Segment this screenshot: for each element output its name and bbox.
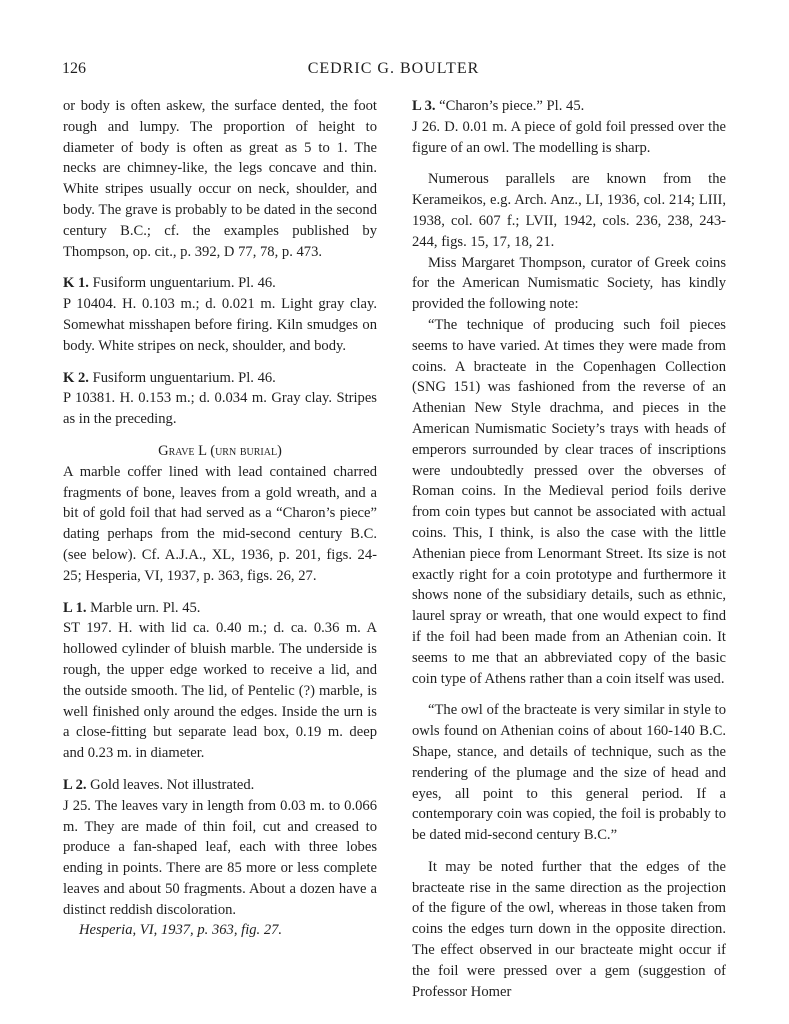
entry-l2-text: J 25. The leaves vary in length from 0.03 m. to 0.066 m. They are made of thin foil, cut and creased to produce a fan-shaped leaf, each with three lobes ending in points. There are 85 more or less complete leaves and about 50 fragments. About a dozen have a distinct reddish discoloration. (63, 797, 377, 918)
entry-k2-title: Fusiform unguentarium. Pl. 46. (88, 369, 276, 386)
entry-l2-title: Gold leaves. Not illustrated. (86, 776, 255, 793)
entry-l1-label: L 1. (63, 599, 87, 616)
grave-l-heading: Grave L (urn burial) (158, 442, 282, 459)
entry-l3-title: “Charon’s piece.” Pl. 45. (435, 98, 585, 114)
entry-k2-heading (63, 368, 377, 389)
entry-l2-reference: Hesperia, VI, 1937, p. 363, fig. 27. (79, 922, 283, 939)
paragraph-continuation: or body is often askew, the surface dented, the foot rough and lumpy. The proportion of height to diameter of body is often as great as 5 to 1. The necks are chimney-like, the legs concave and thin. White stripes usually occur on neck, shoulder, and body. The grave is probably to be dated in the second century B.C.; cf. the examples published by Thompson, op. cit., p. 392, D 77, 78, p. 473. (63, 98, 377, 260)
right-column (412, 96, 726, 1002)
entry-k2-text: P 10381. H. 0.153 m.; d. 0.034 m. Gray clay. Stripes as in the preceding. (63, 390, 377, 428)
entry-k1-text: P 10404. H. 0.103 m.; d. 0.021 m. Light gray clay. Somewhat misshapen before firing. Kiln smudges on body. White stripes on neck, shoulder, and body. (63, 296, 377, 354)
entry-l3-text: J 26. D. 0.01 m. A piece of gold foil pressed over the figure of an owl. The modelling is sharp. (412, 118, 726, 156)
entry-l3-label: L 3. (412, 98, 436, 114)
entry-k1-heading (63, 273, 377, 294)
quote-technique: “The technique of producing such foil pieces seems to have varied. At times they were made from coins. A bracteate in the Copenhagen Collection (SNG 151) was fashioned from the reverse of an Athenian New Style drachma, and pieces in the American Numismatic Society’s trays with heads of emperors surrounded by clear traces of inscriptions were undoubtedly pressed over the obverses of Roman coins. In the Medieval period foils derive from coin types but cannot be associated with actual coins. This, I think, is also the case with the little Athenian piece from Lenormant Street. Its size is not exactly right for a coin prototype and furthermore it shows none of the subsidiary details, such as ethnic, laurel spray or wreath, that one would expect to find if the foil had been made from an Athenian coin. It seems to me that an abbreviated copy of the basic coin type of Athens rather than a coin itself was used. (412, 316, 726, 687)
entry-l1-title: Marble urn. Pl. 45. (86, 599, 201, 616)
quote-owl-style: “The owl of the bracteate is very similar in style to owls found on Athenian coins of about 160-140 B.C. Shape, stance, and details of technique, such as the rendering of the plumage and the size of head and eyes, all point to this general period. If a contemporary coin was copied, the foil is probably to be dated mid-second century B.C.” (412, 702, 726, 844)
left-column (63, 96, 377, 941)
entry-l1-text: ST 197. H. with lid ca. 0.40 m.; d. ca. 0.36 m. A hollowed cylinder of bluish marble. The underside is rough, the upper edge worked to receive a lid, and the outside smooth. The lid, of Pentelic (?) marble, is well finished only around the edges. Inside the urn is a close-fitting but separate lead box, 0.19 m. deep and 0.23 m. in diameter. (63, 620, 377, 762)
running-head: CEDRIC G. BOULTER (307, 60, 480, 77)
entry-k1-label: K 1. (63, 275, 89, 292)
page-header (62, 60, 725, 82)
entry-k2-label: K 2. (63, 369, 89, 386)
entry-k1-title: Fusiform unguentarium. Pl. 46. (88, 275, 276, 292)
entry-l1-heading (63, 598, 377, 619)
grave-l-description: A marble coffer lined with lead contained charred fragments of bone, leaves from a gold wreath, and a bit of gold foil that had served as a “Charon’s piece” dating perhaps from the mid-second century B.C. (see below). Cf. A.J.A., XL, 1936, p. 201, figs. 24-25; Hesperia, VI, 1937, p. 363, figs. 26, 27. (63, 463, 377, 584)
paragraph-thompson: Miss Margaret Thompson, curator of Greek coins for the American Numismatic Society, has kindly provided the following note: (412, 254, 726, 313)
entry-l3-heading (412, 96, 726, 117)
paragraph-edges: It may be noted further that the edges of the bracteate rise in the same direction as the projection of the figure of the owl, whereas in those taken from coins the edges turn down in the opposite direction. The effect observed in our bracteate might occur if the foil were pressed over a gem (suggestion of Professor Homer (412, 858, 726, 1000)
page-number: 126 (62, 60, 86, 77)
paragraph-parallels: Numerous parallels are known from the Kerameikos, e.g. Arch. Anz., LI, 1936, col. 214; LIII, 1938, col. 607 f.; LVII, 1942, cols. 236, 238, 243-244, figs. 15, 17, 18, 21. (412, 171, 726, 250)
entry-l2-heading (63, 775, 377, 796)
entry-l2-label: L 2. (63, 776, 87, 793)
